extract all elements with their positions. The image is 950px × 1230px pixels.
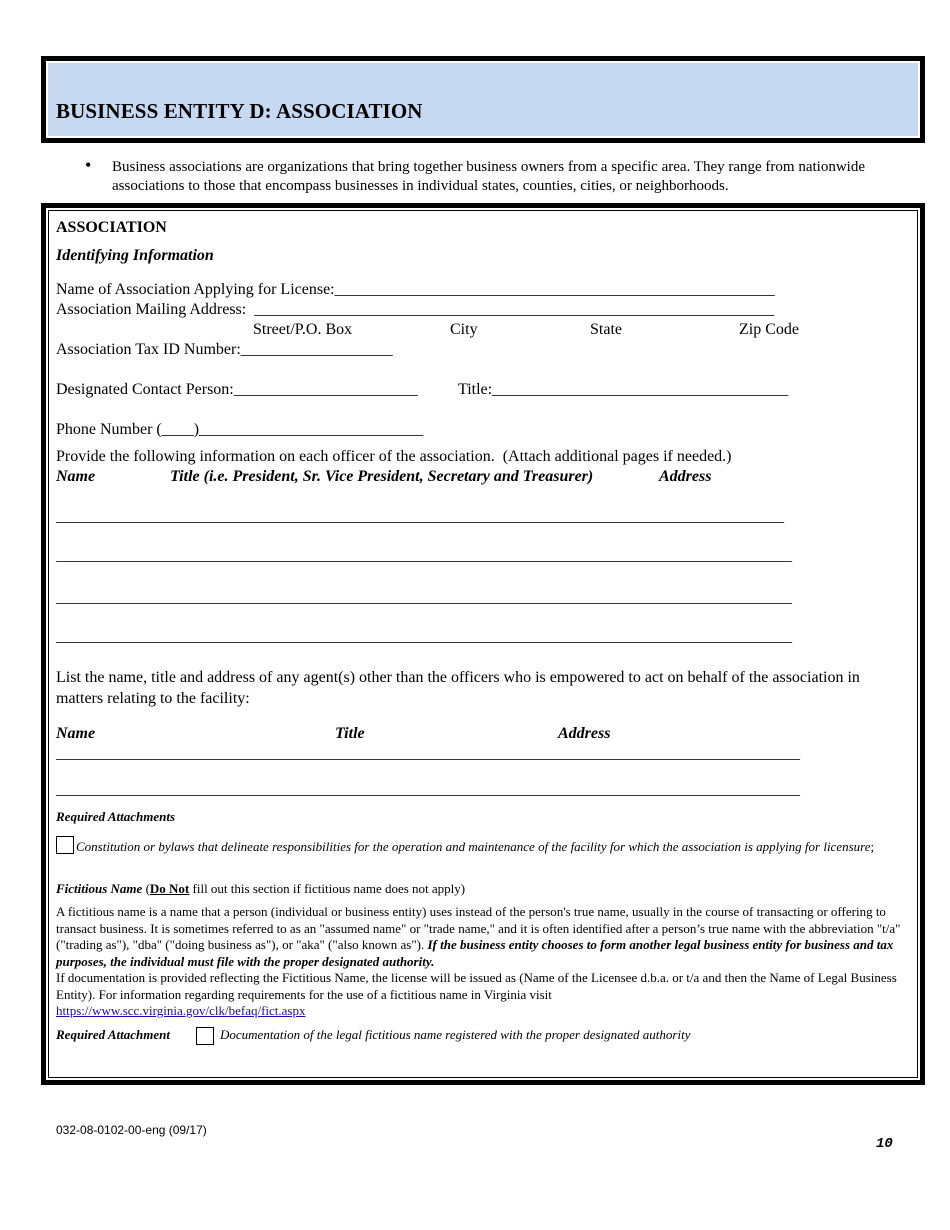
page-title: BUSINESS ENTITY D: ASSOCIATION: [56, 99, 423, 123]
fictitious-para1-bold: If the business entity chooses to form another legal business entity for business and tax purposes, the individual must file with the proper designated authority.: [56, 937, 894, 969]
tax-id-field[interactable]: Association Tax ID Number:___________________: [56, 341, 393, 358]
fictitious-description: [56, 904, 901, 1020]
address-label-street: Street/P.O. Box: [253, 321, 353, 338]
section-heading: ASSOCIATION: [56, 219, 167, 236]
contact-title-field[interactable]: Title:_____________________________________: [458, 381, 789, 398]
officer-entry-line[interactable]: ____________________________________________________________________________________________: [56, 628, 792, 645]
officers-instructions: Provide the following information on each officer of the association. (Attach additional pages if needed.): [56, 448, 732, 465]
agents-col-title: Title: [335, 725, 365, 742]
required-attachments-heading: Required Attachments: [56, 809, 176, 824]
fictitious-doc-checkbox[interactable]: [196, 1027, 214, 1045]
fictitious-doc-text: Documentation of the legal fictitious name registered with the proper designated authority: [220, 1027, 691, 1042]
section-subheading: Identifying Information: [56, 247, 214, 264]
agents-col-address: Address: [558, 725, 611, 742]
fictitious-paren-rest: fill out this section if fictitious name does not apply): [189, 881, 466, 896]
bylaws-attachment-text: [56, 838, 896, 855]
agents-instructions: List the name, title and address of any agent(s) other than the officers who is empowered to act on behalf of the association in matters relating to the facility:: [56, 669, 860, 707]
fictitious-para1: A fictitious name is a name that a person (individual or business entity) uses instead of the person's true name, usually in the course of transacting or offering to transact business. It is sometimes referred to as an "assumed name" or "trade name," and it is often identified after a person’s true name with the abbreviation "t/a" ("trading as"), "dba" ("doing business as"), or "aka" ("also known as").: [56, 904, 901, 952]
fictitious-para2: If documentation is provided reflecting the Fictitious Name, the license will be issued as (Name of the Licensee d.b.a. or t/a and then the Name of Legal Business Entity). For information regarding requirements for the use of a fictitious name in Virginia visit: [56, 970, 897, 1002]
officer-entry-line[interactable]: ___________________________________________________________________________________________: [56, 508, 784, 525]
officer-entry-line[interactable]: ____________________________________________________________________________________________: [56, 547, 792, 564]
page-number: 10: [876, 1136, 893, 1152]
form-id: 032-08-0102-00-eng (09/17): [56, 1123, 207, 1137]
agent-entry-line[interactable]: _____________________________________________________________________________________________: [56, 781, 800, 798]
officer-entry-line[interactable]: ____________________________________________________________________________________________: [56, 589, 792, 606]
officers-col-name: Name: [56, 468, 96, 485]
address-label-state: State: [590, 321, 622, 338]
phone-field[interactable]: Phone Number (____)____________________________: [56, 421, 424, 438]
officers-col-title: Title (i.e. President, Sr. Vice President, Secretary and Treasurer): [170, 468, 594, 485]
contact-person-field[interactable]: Designated Contact Person:_______________________: [56, 381, 418, 398]
bylaws-attachment-label: Constitution or bylaws that delineate responsibilities for the operation and maintenance of the facility for which the association is applying for licensure: [76, 839, 871, 854]
fictitious-name-heading-row: [56, 880, 465, 897]
address-label-zip: Zip Code: [739, 321, 799, 338]
address-label-city: City: [450, 321, 478, 338]
fictitious-paren-open: (: [142, 881, 150, 896]
association-name-field[interactable]: Name of Association Applying for License:_______________________________________________________: [56, 281, 775, 298]
do-not-label: Do Not: [149, 881, 190, 896]
fictitious-name-heading: Fictitious Name: [56, 881, 143, 896]
mailing-address-field[interactable]: Association Mailing Address: _________________________________________________________________: [56, 301, 775, 318]
bylaws-attachment-end: ;: [870, 839, 875, 854]
agent-entry-line[interactable]: _____________________________________________________________________________________________: [56, 745, 800, 762]
bullet-icon: •: [85, 155, 92, 175]
required-attachment-label: Required Attachment: [56, 1027, 170, 1042]
fictitious-name-link[interactable]: https://www.scc.virginia.gov/clk/befaq/fict.aspx: [56, 1003, 306, 1018]
agents-col-name: Name: [56, 725, 96, 742]
officers-col-address: Address: [659, 468, 712, 485]
intro-text: Business associations are organizations that bring together business owners from a specific area. They range from nationwide associations to those that encompass businesses in individual states, counties, cities, or neighborhoods.: [112, 159, 865, 194]
